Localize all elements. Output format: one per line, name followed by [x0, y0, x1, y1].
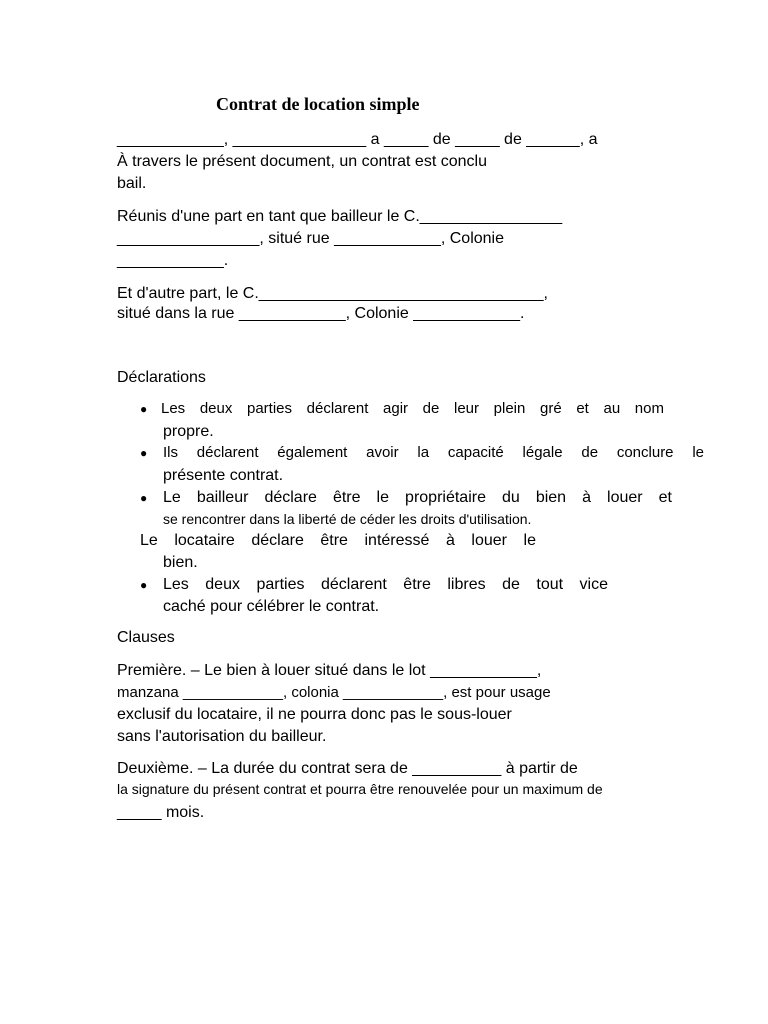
date-place-line: ____________, _______________ a _____ de _____ de ______, a: [117, 131, 598, 148]
clause-1-line-1: Première. – Le bien à louer situé dans le lot ____________,: [117, 662, 542, 679]
bullet-icon: ●: [140, 402, 148, 416]
declaration-4-line-2: caché pour célébrer le contrat.: [163, 598, 380, 615]
declaration-3-line-2: se rencontrer dans la liberté de céder les droits d'utilisation.: [163, 511, 532, 527]
declaration-1-line-1: Les deux parties déclarent agir de leur plein gré et au nom: [161, 400, 664, 417]
intro-line-end: bail.: [117, 175, 147, 192]
clause-1-line-2: manzana ____________, colonia ____________, est pour usage: [117, 684, 551, 701]
clauses-heading: Clauses: [117, 629, 175, 646]
bullet-icon: ●: [140, 446, 148, 460]
declaration-2-line-2: présente contrat.: [163, 467, 284, 484]
clause-1-line-4: sans l'autorisation du bailleur.: [117, 728, 327, 745]
bullet-icon: ●: [140, 491, 148, 505]
intro-line: À travers le présent document, un contrat est conclu: [117, 153, 487, 170]
declaration-1-line-2: propre.: [163, 423, 214, 440]
document-title: Contrat de location simple: [216, 94, 420, 114]
clause-2-line-1: Deuxième. – La durée du contrat sera de __________ à partir de: [117, 760, 578, 777]
clause-2-line-3: _____ mois.: [117, 804, 205, 821]
bullet-icon: ●: [140, 578, 148, 592]
tenant-line-1: Et d'autre part, le C.________________________________,: [117, 285, 548, 302]
lessor-line-1: Réunis d'une part en tant que bailleur le C.________________: [117, 208, 563, 225]
tenant-interest-line-1: Le locataire déclare être intéressé à louer le: [140, 532, 536, 549]
tenant-interest-line-2: bien.: [163, 554, 198, 571]
declaration-4-line-1: Les deux parties déclarent être libres de tout vice: [163, 576, 608, 593]
declaration-3-line-1: Le bailleur déclare être le propriétaire du bien à louer et: [163, 489, 672, 506]
declarations-heading: Déclarations: [117, 369, 206, 386]
tenant-line-2: situé dans la rue ____________, Colonie ____________.: [117, 305, 525, 322]
declaration-2-line-1: Ils déclarent également avoir la capacité légale de conclure le: [163, 444, 704, 461]
lessor-line-3: ____________.: [117, 252, 229, 269]
clause-1-line-3: exclusif du locataire, il ne pourra donc pas le sous-louer: [117, 706, 512, 723]
clause-2-line-2: la signature du présent contrat et pourra être renouvelée pour un maximum de: [117, 781, 603, 797]
lessor-line-2: ________________, situé rue ____________, Colonie: [117, 230, 505, 247]
